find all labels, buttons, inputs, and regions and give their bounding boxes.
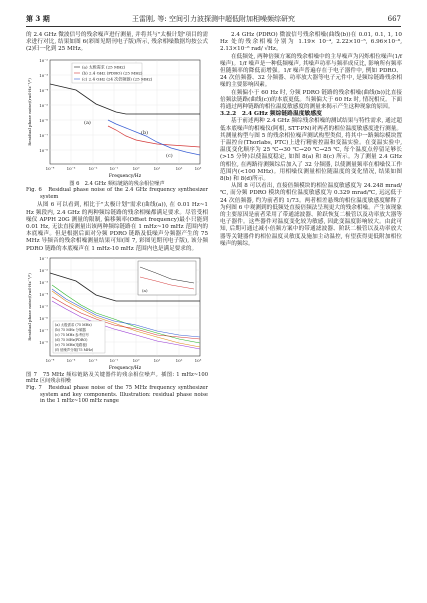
legend-item: (b) 75 MHz 分频器 <box>55 327 86 332</box>
caption-zh: 图 7 75 MHz 频综链路及关键器件的残余相位噪声。插图: 1 mHz~100 mHz 区间残余相噪 <box>26 371 208 385</box>
ytick: 10⁻⁴ <box>39 291 48 297</box>
curve-label-b: (b) <box>141 129 149 136</box>
paragraph: 基于前述两种 2.4 GHz 频综残余相噪的测试结果与特性需求, 通过超低本底噪声的相噪仪(阿相, STT-PN)对两者的相位温度敏感度进行测量。其测量构型与图 5 的残余相位噪声测试构型类似, 将其中一路频综模块置于温控台(Thorlabs, PTC)上进行精密控温和变温实验。在变温实验中, 温度变化顺序为 25 ℃→30 ℃→20 ℃→25 ℃, 每个温度点停留足够长(>15 分钟)以使温度稳定, 如图 8(a) 和 8(c) 所示。为了测量 2.4 GHz 的相位, 在两路待测频综后加入了 32 分频器, 以使测量频率在相噪仪工作范围内(<100 MHz)。用相噪仪测量相位随温度的变化情况, 结果如图 8(b) 和 8(d)所示。 <box>220 118 402 183</box>
xtick: 10⁰ <box>132 165 140 171</box>
running-header <box>26 12 401 27</box>
xtick: 10² <box>175 165 183 171</box>
xtick: 10⁻² <box>88 165 98 171</box>
xtick: 10⁻¹ <box>109 165 119 171</box>
paragraph: 的 2.4 GHz 微波信号的残余噪声进行测量, 并将其与"太极计划"项目的需求进行对比, 结果如图 6(彩图见期刊电子版)所示, 残余相噪数据均按公式(2)归一化到 25 MHz。 <box>26 32 208 53</box>
paragraph: 从图 6 可以看到, 相比于"太极计划"需求(曲线(a)), 在 0.01 Hz~1 Hz 频段内, 2.4 GHz 的两种频综链路的残余相噪都满足要求。尽管受相噪仪 APPH 20G 测量的限制, 偏移频率(Offset frequency)最小只能到 0.01 Hz, 无法直接测量出该两种频综链路在 1 mHz~10 mHz 范围内的本底噪声。但是根据后面对分频 PDRO 链路及低噪声分频器产生的 75 MHz 导频音的残余相噪测量结果可知(图 7, 彩图见期刊电子版), 该分频 PDRO 链路的本底噪声在 1 mHz-10 mHz 范围内也是满足要求的。 <box>26 202 208 252</box>
figure-7-plot <box>26 255 208 371</box>
ytick: 10⁻⁸ <box>39 147 48 153</box>
right-column <box>220 32 402 248</box>
y-axis-label: Residual phase noise/(rad·Hz⁻¹/²) <box>27 273 32 341</box>
curve-label-a: (a) <box>84 119 91 126</box>
paragraph: 2.4 GHz (PDRO) 微波信号残余相噪(曲线(b))在 0.01, 0.1, 1, 10 Hz 处的残余相噪分别为 1.19× 10⁻⁴, 2.22×10⁻⁵, 6.96×10⁻⁶, 2.13×10⁻⁶ rad/ √Hz。 <box>220 32 402 53</box>
issue-number: 第 3 期 <box>26 14 50 23</box>
left-column <box>26 32 208 407</box>
legend-b: (b) 2.4 GHz (PDRO) (25 MHz) <box>82 70 143 76</box>
ytick: 10⁻² <box>39 267 48 273</box>
xtick: 10¹ <box>153 357 161 363</box>
y-axis-label: Residual phase noise/(rad·Hz⁻¹/²) <box>27 77 32 146</box>
fig-label: Fig. 7 <box>26 385 42 391</box>
fig-label: Fig. 6 <box>26 187 42 194</box>
legend-item: (a) 太极需求 (75 MHz) <box>55 322 92 327</box>
caption-en <box>26 187 208 200</box>
xtick: 10³ <box>194 165 202 171</box>
inset-label: (a) <box>142 287 148 293</box>
x-axis-label: Frequency/Hz <box>108 173 142 179</box>
ytick: 10⁻⁵ <box>39 303 48 309</box>
curve-label-c: (c) <box>166 152 173 159</box>
paragraph: 从图 8 可以看出, 直接倍频模块的相位温度敏感度为 24.248 mrad/℃, 而分频 PDRO 模块的相位温度敏感度为 0.329 mrad/℃, 远远低于 24 次倍频器, 约为前者的 1/73。两者相差悬殊的相位温度敏感度解释了为何图 6 中观测到的低频处直接倍频法呈现更大的残余相噪。产生该现象的主要原因是前者采用了带通滤波器、阶跃恢复二极管以及功率放大器等电子器件。这些器件对温度变化较为敏感, 因此变温度影响较大。由此可知, 后期可通过减小倍频方案中的带通滤波器、阶跃二极管以及功率放大器等关键器件的相位温度灵敏度及施加主动温控, 有望获得更低附加相位噪声的频综。 <box>220 183 402 247</box>
figure-6 <box>26 56 208 201</box>
running-title: 王雷刚, 等: 空间引力波探测中超低附加相噪频综研究 <box>131 15 296 23</box>
ytick: 10⁻⁷ <box>39 327 48 333</box>
ytick: 10⁻³ <box>39 72 48 78</box>
xtick: 10³ <box>194 357 202 363</box>
page-number: 667 <box>387 15 401 23</box>
x-ticks <box>46 358 202 363</box>
legend-item: (c) 75 MHz 参考信号 <box>55 332 89 337</box>
legend-item: (d) 75 MHz(PDRO) <box>55 337 88 342</box>
ytick: 10⁻⁵ <box>39 102 48 108</box>
ytick: 10⁻⁸ <box>39 339 48 345</box>
legend-a: (a) 太极需求 (25 MHz) <box>82 64 126 70</box>
ytick: 10⁻¹ <box>39 255 48 261</box>
xtick: 10⁻⁴ <box>45 357 55 363</box>
legend-item: (e) 75 MHz(电路板) <box>55 342 88 347</box>
ytick: 10⁻² <box>39 57 48 63</box>
xtick: 10⁻³ <box>66 165 76 171</box>
ytick: 10⁻⁷ <box>39 132 48 138</box>
figure-7-caption <box>26 372 208 405</box>
caption-zh: 图 6 2.4 GHz 频综链路的残余相位噪声 <box>69 180 165 187</box>
caption-en <box>26 385 208 405</box>
xtick: 10⁻³ <box>66 357 76 363</box>
y-ticks <box>39 58 48 153</box>
x-ticks <box>46 166 202 171</box>
ytick: 10⁻⁶ <box>39 315 48 321</box>
section-heading: 3.2.2 2.4 GHz 频综链路温度敏感度 <box>220 111 322 118</box>
xtick: 10² <box>175 357 183 363</box>
xtick: 10¹ <box>153 165 161 171</box>
inset <box>138 261 196 295</box>
figure-7 <box>26 255 208 405</box>
xtick: 10⁻⁴ <box>45 165 55 171</box>
paragraph: 在低频处, 两种倍频方案的残余相噪中的主导噪声为闪烁相位噪声(1/f噪声)。1/f 噪声是一种低频噪声, 其噪声功率与频率成反比, 影响所有频率但随频率的降低而增强。1/f 噪声普遍存在于电子器件中, 例如 PDRO、24 次倍频器、32 分频器、功率放大器等电子元件中, 是频综链路残余相噪的主要影响因素。 <box>220 53 402 89</box>
legend-item: (f) 低噪声分频(75 MHz) <box>55 347 94 352</box>
paragraph: 在频偏小于 60 Hz 时, 分频 PDRO 链路的残余相噪(曲线(b))比直接倍频法链路(曲线(c))的本底更低。当频偏大于 60 Hz 时, 情况相反。下面将通过两种链路的相位温度敏感度的测量来揭示产生这种现象的原因。 <box>220 89 402 111</box>
xtick: 10⁻² <box>88 357 98 363</box>
ytick: 10⁻⁴ <box>39 87 48 93</box>
x-axis-label: Frequency/Hz <box>108 365 142 371</box>
caption-en-text: Residual phase noise of the 2.4 GHz frequency synthesizer system <box>40 187 208 200</box>
y-ticks <box>39 256 48 345</box>
legend-c: (c) 2.4 GHz (24 次倍频器) (25 MHz) <box>82 76 153 82</box>
figure-6-plot <box>26 56 208 180</box>
caption-en-text: Residual phase noise of the 75 MHz frequency synthesizer system and key components. Illustration: residual phase noise in the 1 mHz~100 mHz range <box>40 385 208 405</box>
xtick: 10⁰ <box>132 357 140 363</box>
xtick: 10⁻¹ <box>109 357 119 363</box>
legend <box>72 63 153 83</box>
legend <box>53 321 105 353</box>
ytick: 10⁻⁶ <box>39 117 48 123</box>
figure-6-caption <box>26 181 208 201</box>
ytick: 10⁻³ <box>39 279 48 285</box>
